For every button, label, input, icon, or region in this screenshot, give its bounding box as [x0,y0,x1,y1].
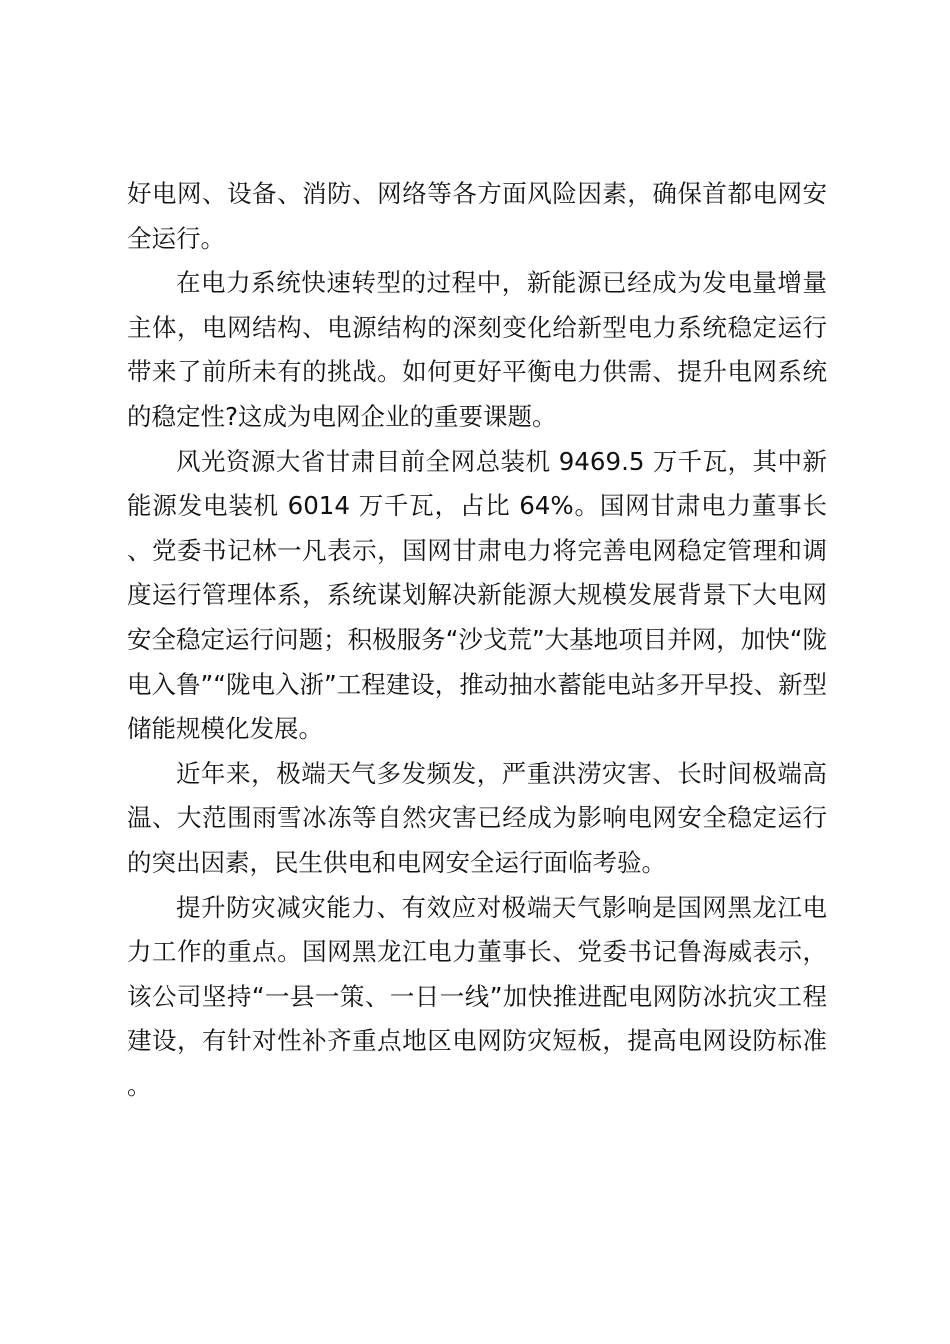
paragraph-gansu-new-energy: 风光资源大省甘肃目前全网总装机 9469.5 万千瓦，其中新能源发电装机 6014 万千瓦，占比 64%。国网甘肃电力董事长、党委书记林一凡表示，国网甘肃电力将完善电网稳定管理和调度运行管理体系，系统谋划解决新能源大规模发展背景下大电网安全稳定运行问题；积极服务“沙戈荒”大基地项目并网，加快“陇电入鲁”“陇电入浙”工程建设，推动抽水蓄能电站多开早投、新型储能规模化发展。 [127,446,827,744]
paragraph-extreme-weather: 近年来，极端天气多发频发，严重洪涝灾害、长时间极端高温、大范围雨雪冰冻等自然灾害已经成为影响电网安全稳定运行的突出因素，民生供电和电网安全运行面临考验。 [127,758,827,877]
paragraph-power-system-transition: 在电力系统快速转型的过程中，新能源已经成为发电量增量主体，电网结构、电源结构的深刻变化给新型电力系统稳定运行带来了前所未有的挑战。如何更好平衡电力供需、提升电网系统的稳定性?这成为电网企业的重要课题。 [127,268,827,431]
document-body [127,172,827,1108]
paragraph-heilongjiang-disaster-prevention: 提升防灾减灾能力、有效应对极端天气影响是国网黑龙江电力工作的重点。国网黑龙江电力董事长、党委书记鲁海威表示，该公司坚持“一县一策、一日一线”加快推进配电网防冰抗灾工程建设，有针对性补齐重点地区电网防灾短板，提高电网设防标准。 [127,892,827,1100]
paragraph-continuation: 好电网、设备、消防、网络等各方面风险因素，确保首都电网安全运行。 [127,179,827,253]
